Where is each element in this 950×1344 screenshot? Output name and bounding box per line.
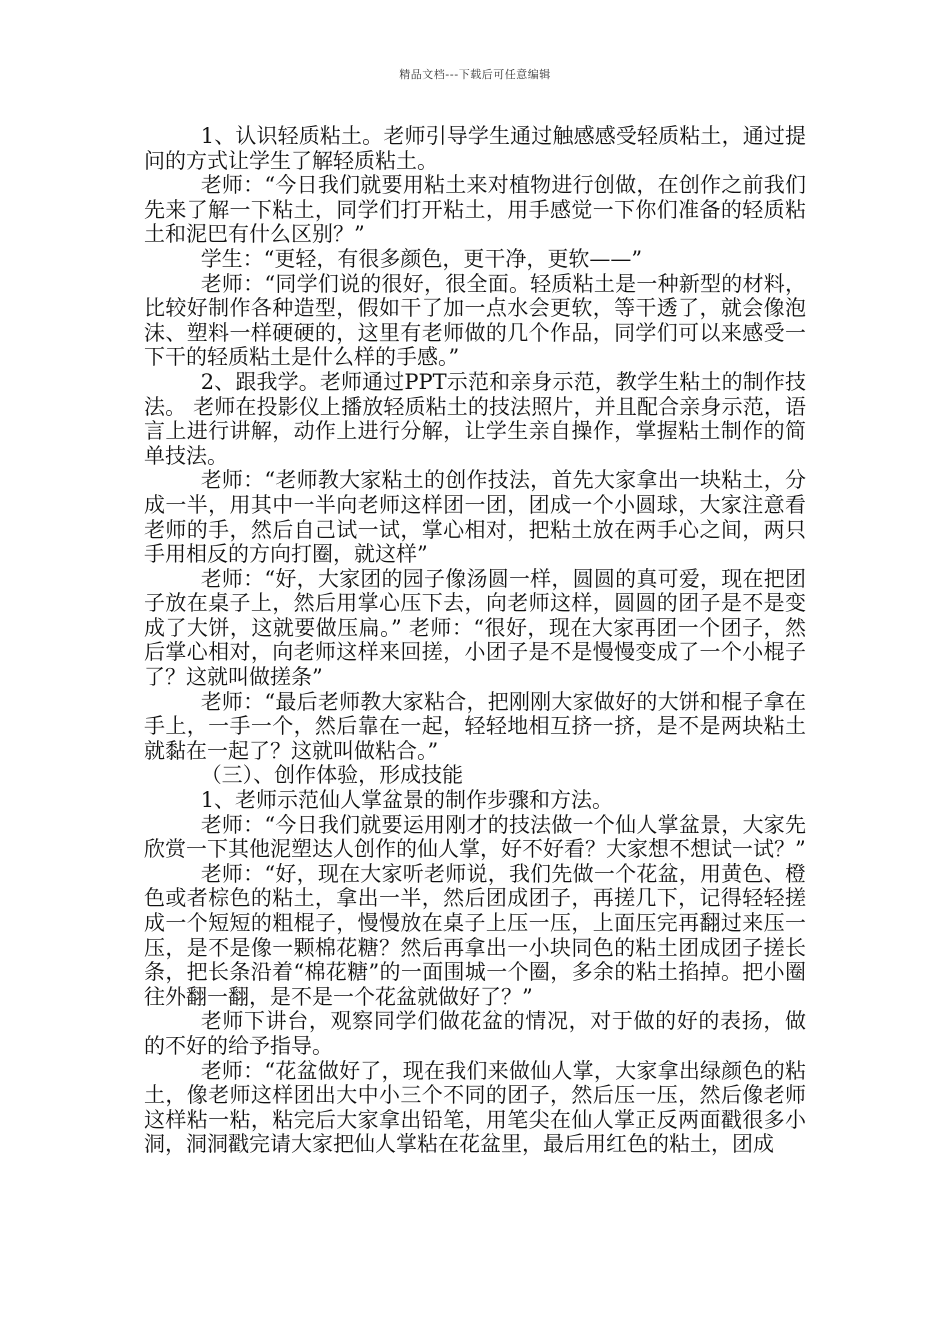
paragraph: 1、认识轻质粘土。老师引导学生通过触感感受轻质粘土，通过提问的方式让学生了解轻质粘土。 <box>144 124 806 173</box>
paragraph: 老师：“好，现在大家听老师说，我们先做一个花盆，用黄色、橙色或者棕色的粘土，拿出一半，然后团成团子，再搓几下，记得轻轻搓成一个短短的粗棍子，慢慢放在桌子上压一压，上面压完再翻过来压一压，是不是像一颗棉花糖？然后再拿出一小块同色的粘土团成团子搓长条，把长条沿着“棉花糖”的一面围城一个圈，多余的粘土掐掉。把小圈往外翻一翻，是不是一个花盆就做好了？” <box>144 861 806 1009</box>
paragraph: 老师：“最后老师教大家粘合，把刚刚大家做好的大饼和棍子拿在手上，一手一个，然后靠在一起，轻轻地相互挤一挤，是不是两块粘土就黏在一起了？这就叫做粘合。” <box>144 689 806 763</box>
paragraph: 老师：“同学们说的很好，很全面。轻质粘土是一种新型的材料，比较好制作各种造型，假如干了加一点水会更软，等干透了，就会像泡沫、塑料一样硬硬的，这里有老师做的几个作品，同学们可以来感受一下干的轻质粘土是什么样的手感。” <box>144 271 806 370</box>
paragraph: 老师下讲台，观察同学们做花盆的情况，对于做的好的表扬，做的不好的给予指导。 <box>144 1009 806 1058</box>
paragraph: 2、跟我学。老师通过PPT示范和亲身示范，教学生粘土的制作技法。 老师在投影仪上播放轻质粘土的技法照片，并且配合亲身示范，语言上进行讲解，动作上进行分解，让学生亲自操作，掌握粘土制作的简单技法。 <box>144 369 806 468</box>
document-body <box>144 124 806 1157</box>
page-header: 精品文档---下载后可任意编辑 <box>399 68 551 81</box>
paragraph: 老师：“今日我们就要用粘土来对植物进行创做，在创作之前我们先来了解一下粘土，同学们打开粘土，用手感觉一下你们准备的轻质粘土和泥巴有什么区别？” <box>144 173 806 247</box>
paragraph: 老师：“花盆做好了，现在我们来做仙人掌，大家拿出绿颜色的粘土，像老师这样团出大中小三个不同的团子，然后压一压，然后像老师这样粘一粘，粘完后大家拿出铅笔，用笔尖在仙人掌正反两面戳很多小洞，洞洞戳完请大家把仙人掌粘在花盆里，最后用红色的粘土，团成 <box>144 1058 806 1157</box>
paragraph: 老师：“老师教大家粘土的创作技法，首先大家拿出一块粘土，分成一半，用其中一半向老师这样团一团，团成一个小圆球，大家注意看老师的手，然后自己试一试，掌心相对，把粘土放在两手心之间，两只手用相反的方向打圈，就这样” <box>144 468 806 567</box>
paragraph: 学生：“更轻，有很多颜色，更干净，更软——” <box>200 246 643 271</box>
section-heading: （三）、创作体验，形成技能 <box>200 763 464 788</box>
paragraph: 老师：“今日我们就要运用刚才的技法做一个仙人掌盆景，大家先欣赏一下其他泥塑达人创作的仙人掌，好不好看？大家想不想试一试？” <box>144 812 806 862</box>
paragraph: 老师：“好，大家团的园子像汤圆一样，圆圆的真可爱，现在把团子放在桌子上，然后用掌心压下去，向老师这样，圆圆的团子是不是变成了大饼，这就要做压扁。” 老师：“很好，现在大家再团一个团子，然后掌心相对，向老师这样来回搓，小团子是不是慢慢变成了一个小棍子了？这就叫做搓条” <box>144 566 806 690</box>
paragraph: 1、老师示范仙人掌盆景的制作步骤和方法。 <box>200 788 614 813</box>
